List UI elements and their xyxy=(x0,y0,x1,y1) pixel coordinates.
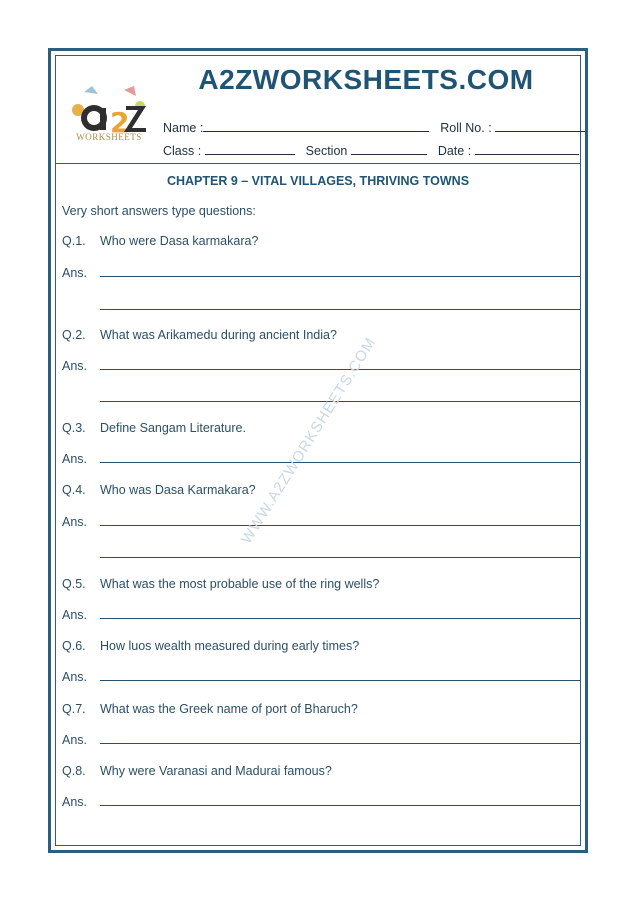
question-number: Q.2. xyxy=(62,328,86,342)
answer-label: Ans. xyxy=(62,670,88,684)
question-text: What was the most probable use of the ring wells? xyxy=(100,577,380,591)
question-text: Define Sangam Literature. xyxy=(100,421,246,435)
answer-label: Ans. xyxy=(62,452,88,466)
watermark: WWW.A2ZWORKSHEETS.COM xyxy=(238,334,380,548)
question-number: Q.8. xyxy=(62,764,86,778)
answer-line[interactable] xyxy=(100,369,580,370)
question-text: Why were Varanasi and Madurai famous? xyxy=(100,764,332,778)
question-8 xyxy=(62,764,332,778)
question-number: Q.4. xyxy=(62,483,86,497)
answer-line[interactable] xyxy=(100,743,580,744)
question-6 xyxy=(62,639,359,653)
answer-line[interactable] xyxy=(100,680,580,681)
section-label: Section xyxy=(305,144,348,158)
logo-text: WORKSHEETS xyxy=(76,132,142,142)
answer-label: Ans. xyxy=(62,795,88,809)
answer-line[interactable] xyxy=(100,557,580,558)
question-number: Q.1. xyxy=(62,234,86,248)
question-number: Q.7. xyxy=(62,702,86,716)
name-roll-row xyxy=(163,120,572,135)
question-4 xyxy=(62,483,256,497)
answer-label: Ans. xyxy=(62,266,88,280)
instructions: Very short answers type questions: xyxy=(62,204,256,218)
answer-line[interactable] xyxy=(100,309,580,310)
answer-line[interactable] xyxy=(100,462,580,463)
name-label: Name : xyxy=(163,121,204,135)
answer-label: Ans. xyxy=(62,608,88,622)
roll-field[interactable] xyxy=(495,120,585,132)
question-text: What was the Greek name of port of Bharuch? xyxy=(100,702,358,716)
answer-label: Ans. xyxy=(62,359,88,373)
answer-label: Ans. xyxy=(62,515,88,529)
section-field[interactable] xyxy=(351,143,427,155)
question-text: Who were Dasa karmakara? xyxy=(100,234,259,248)
question-1 xyxy=(62,234,258,248)
class-label: Class : xyxy=(163,144,202,158)
worksheet-inner-frame xyxy=(55,55,581,846)
answer-label: Ans. xyxy=(62,733,88,747)
answer-line[interactable] xyxy=(100,276,580,277)
answer-line[interactable] xyxy=(100,618,580,619)
date-field[interactable] xyxy=(475,143,579,155)
site-title: A2ZWORKSHEETS.COM xyxy=(198,64,534,95)
question-7 xyxy=(62,702,358,716)
class-section-date-row xyxy=(163,143,572,158)
worksheet-header xyxy=(56,56,580,164)
chapter-title: CHAPTER 9 – VITAL VILLAGES, THRIVING TOWNS xyxy=(166,174,470,188)
question-number: Q.5. xyxy=(62,577,86,591)
name-field[interactable] xyxy=(203,120,429,132)
question-text: How luos wealth measured during early times? xyxy=(100,639,360,653)
question-2 xyxy=(62,328,337,342)
date-label: Date : xyxy=(437,144,472,158)
question-number: Q.3. xyxy=(62,421,86,435)
svg-text:2: 2 xyxy=(110,106,130,139)
question-text: Who was Dasa Karmakara? xyxy=(100,483,256,497)
question-number: Q.6. xyxy=(62,639,86,653)
roll-label: Roll No. : xyxy=(440,121,492,135)
question-3 xyxy=(62,421,246,435)
class-field[interactable] xyxy=(205,143,295,155)
answer-line[interactable] xyxy=(100,805,580,806)
question-5 xyxy=(62,577,379,591)
question-text: What was Arikamedu during ancient India? xyxy=(100,328,337,342)
worksheet-frame xyxy=(48,48,588,853)
answer-line[interactable] xyxy=(100,525,580,526)
